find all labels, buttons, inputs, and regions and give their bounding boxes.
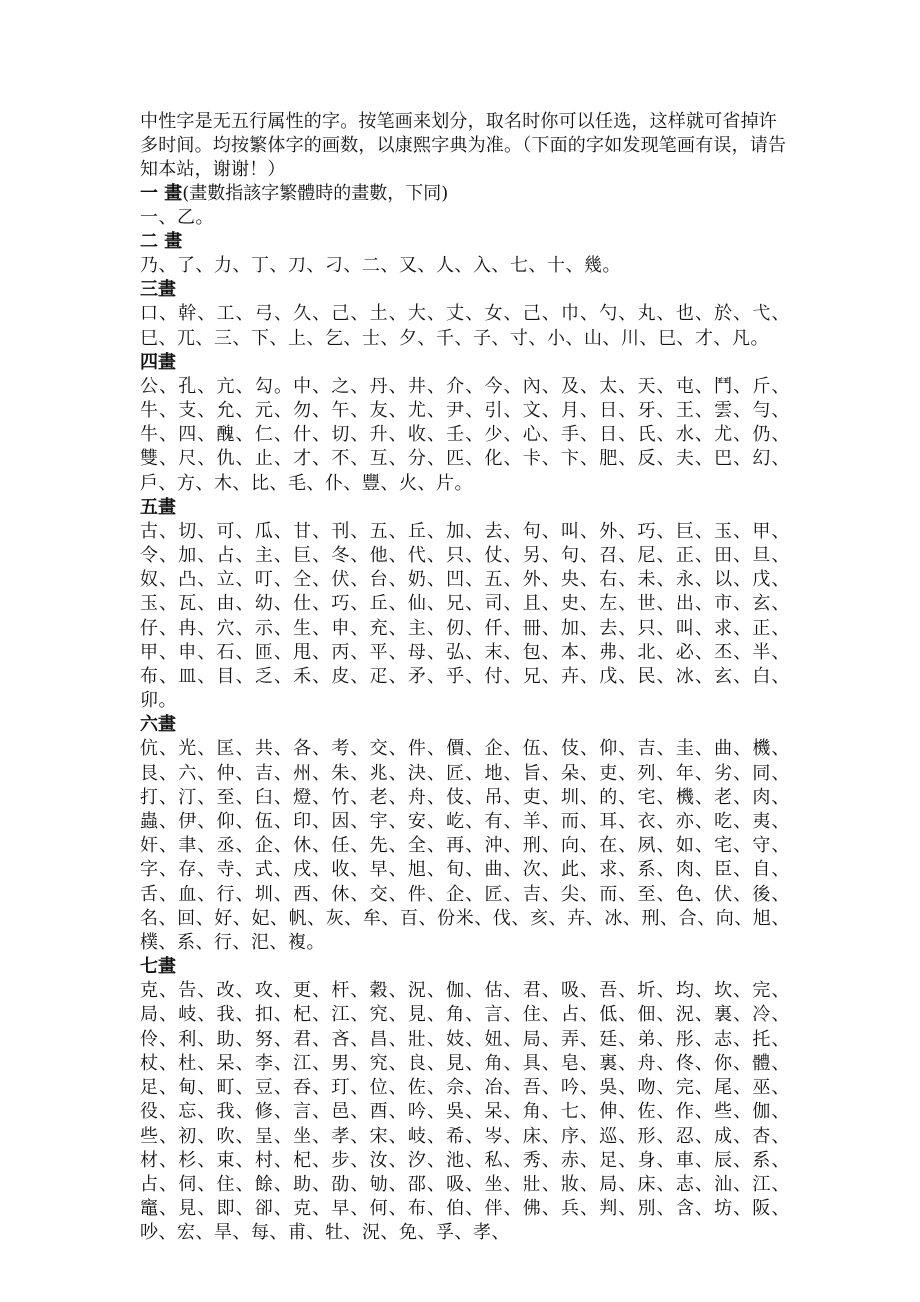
character-list: 口、幹、工、弓、久、己、土、大、丈、女、己、巾、勺、丸、也、於、弋、巳、兀、三、下、上、乞、士、夕、千、子、寸、小、山、川、巳、才、凡。 xyxy=(140,303,790,349)
section-heading: 三畫 xyxy=(140,279,176,301)
section-heading: 七畫 xyxy=(140,956,176,978)
section-7-strokes xyxy=(140,955,790,1245)
section-heading: 二 畫 xyxy=(140,231,183,253)
character-list: 伉、光、匡、共、各、考、交、件、價、企、伍、伎、仰、吉、圭、曲、機、艮、六、仲、吉、州、朱、兆、決、匠、地、旨、朵、吏、列、年、劣、同、打、汀、至、臼、燈、竹、老、舟、伎、吊、吏、圳、的、宅、機、老、肉、蟲、伊、仰、伍、印、因、宇、安、屹、有、羊、而、耳、衣、亦、吃、夷、奸、聿、丞、企、休、任、先、全、再、沖、刑、向、在、夙、如、宅、守、字、存、寺、式、戌、收、早、旭、旬、曲、次、此、求、系、肉、臣、自、舌、血、行、圳、西、休、交、件、企、匠、吉、尖、而、至、色、伏、後、名、回、好、妃、帆、灰、牟、百、份米、伐、亥、卉、冰、刑、合、向、旭、樸、系、行、汜、複。 xyxy=(140,738,790,954)
character-list: 一、乙。 xyxy=(140,207,214,228)
character-list: 古、切、可、瓜、甘、刊、五、丘、加、去、句、叫、外、巧、巨、玉、甲、令、加、占、主、巨、冬、他、代、只、仗、另、句、召、尼、正、田、旦、奴、凸、立、叮、仝、伏、台、奶、凹、五、外、央、右、未、永、以、戊、玉、瓦、由、幼、仕、巧、丘、仙、兄、司、且、史、左、世、出、市、玄、仔、冉、穴、示、生、申、充、主、仞、仟、冊、加、去、只、叫、求、正、甲、申、石、匝、甩、丙、平、母、弘、末、包、本、弗、北、必、丕、半、布、皿、目、乏、禾、皮、疋、矛、乎、付、兄、卉、戊、民、冰、玄、白、卯。 xyxy=(140,520,790,712)
section-heading: 六畫 xyxy=(140,714,176,736)
section-5-strokes xyxy=(140,496,790,714)
section-1-strokes xyxy=(140,182,790,230)
character-list: 公、孔、亢、勾。中、之、丹、井、介、今、內、及、太、天、屯、鬥、斤、牛、支、允、元、勿、午、友、尤、尹、引、文、月、日、牙、王、雲、勻、牛、四、醜、仁、什、切、升、收、壬、少、心、手、日、氏、水、尤、仍、雙、尺、仇、止、才、不、互、分、匹、化、卡、卞、肥、反、夫、巴、幻、戶、方、木、比、毛、仆、豐、火、片。 xyxy=(140,375,790,494)
section-heading-text: 一 畫 xyxy=(140,183,183,204)
character-list: 克、告、改、攻、更、杆、穀、況、伽、估、君、吸、吾、圻、均、坎、完、局、岐、我、扣、杞、江、究、見、角、言、住、占、低、佃、況、裏、冷、伶、利、助、努、君、吝、昌、壯、妓、妞、局、弄、廷、弟、彤、志、托、杖、杜、呆、李、江、男、究、良、見、角、具、皂、裏、舟、佟、你、體、足、甸、町、豆、吞、玎、位、佐、佘、冶、吾、吟、吳、吻、完、尾、巫、役、忘、我、修、言、邑、酉、吟、吳、呆、角、七、伸、佐、作、些、伽、些、初、吹、呈、坐、孝、宋、岐、希、岑、床、序、巡、形、忍、成、杏、材、杉、束、村、杞、步、汝、汐、池、私、秀、赤、足、身、車、辰、系、占、伺、住、餘、助、劭、劬、邵、吸、坐、壯、妝、局、床、志、汕、江、竈、見、即、卻、克、早、何、布、伯、伴、佛、兵、判、別、含、坊、阪、吵、宏、旱、每、甫、牡、況、免、孚、孝、 xyxy=(140,980,790,1244)
section-heading xyxy=(140,182,790,206)
section-3-strokes xyxy=(140,278,790,350)
section-heading: 五畫 xyxy=(140,496,176,518)
section-heading: 四畫 xyxy=(140,351,176,373)
section-note: (畫數指該字繁體時的畫數，下同) xyxy=(182,183,449,204)
section-6-strokes xyxy=(140,713,790,955)
character-list: 乃、了、力、丁、刀、刁、二、又、人、入、七、十、幾。 xyxy=(140,255,621,277)
section-2-strokes xyxy=(140,230,790,278)
section-4-strokes xyxy=(140,351,790,496)
intro-paragraph: 中性字是无五行属性的字。按笔画来划分，取名时你可以任选，这样就可省掉许多时间。均按繁体字的画数，以康熙字典为准。（下面的字如发现笔画有误，请告知本站，谢谢！） xyxy=(140,111,787,180)
document-page xyxy=(140,110,790,1246)
